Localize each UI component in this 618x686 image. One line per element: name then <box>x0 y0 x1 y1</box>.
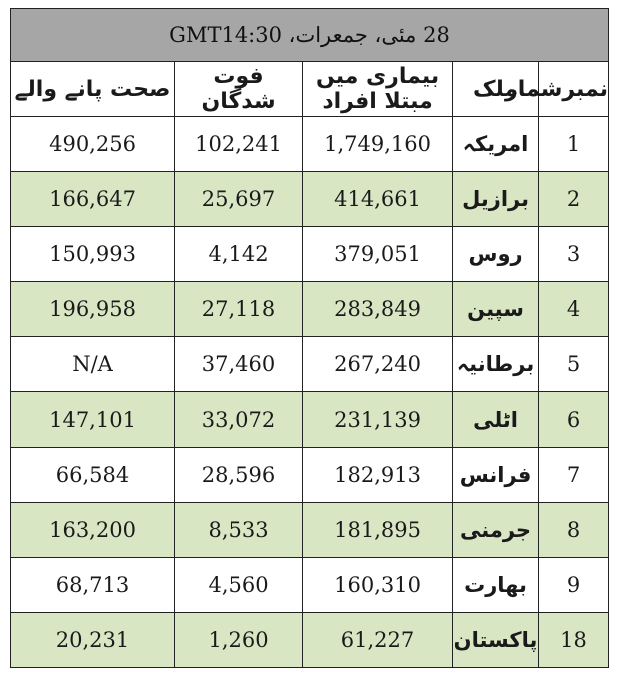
cell-rank: 2 <box>539 172 609 227</box>
cell-deaths: 102,241 <box>175 117 303 172</box>
table-row <box>11 392 609 447</box>
cell-recovered: 66,584 <box>11 447 175 502</box>
cell-rank: 9 <box>539 557 609 612</box>
cell-country: فرانس <box>453 447 539 502</box>
cell-rank: 18 <box>539 612 609 667</box>
cell-deaths: 25,697 <box>175 172 303 227</box>
cell-country: برطانیہ <box>453 337 539 392</box>
table-row <box>11 447 609 502</box>
header-rank: نمبرشمار <box>539 62 609 117</box>
cell-rank: 5 <box>539 337 609 392</box>
cell-cases: 182,913 <box>303 447 453 502</box>
cell-rank: 1 <box>539 117 609 172</box>
cell-recovered: 490,256 <box>11 117 175 172</box>
table-row <box>11 172 609 227</box>
cell-country: جرمنی <box>453 502 539 557</box>
cell-rank: 7 <box>539 447 609 502</box>
table-row <box>11 502 609 557</box>
covid-stats-table-container <box>10 8 608 668</box>
cell-deaths: 8,533 <box>175 502 303 557</box>
cell-recovered: 68,713 <box>11 557 175 612</box>
cell-recovered: 150,993 <box>11 227 175 282</box>
cell-country: امریکہ <box>453 117 539 172</box>
cell-recovered: 166,647 <box>11 172 175 227</box>
table-title: 28 مئی، جمعرات، GMT14:30 <box>11 9 609 62</box>
table-row <box>11 557 609 612</box>
cell-cases: 379,051 <box>303 227 453 282</box>
cell-recovered: 163,200 <box>11 502 175 557</box>
header-recovered: صحت پانے والے <box>11 62 175 117</box>
header-deaths: فوت شدگان <box>175 62 303 117</box>
cell-deaths: 4,142 <box>175 227 303 282</box>
cell-deaths: 4,560 <box>175 557 303 612</box>
cell-cases: 283,849 <box>303 282 453 337</box>
table-row <box>11 117 609 172</box>
cell-country: بھارت <box>453 557 539 612</box>
cell-country: پاکستان <box>453 612 539 667</box>
cell-deaths: 28,596 <box>175 447 303 502</box>
cell-deaths: 37,460 <box>175 337 303 392</box>
header-cases: بیماری میں مبتلا افراد <box>303 62 453 117</box>
cell-recovered: N/A <box>11 337 175 392</box>
cell-country: برازیل <box>453 172 539 227</box>
cell-rank: 4 <box>539 282 609 337</box>
cell-cases: 61,227 <box>303 612 453 667</box>
cell-cases: 231,139 <box>303 392 453 447</box>
cell-cases: 1,749,160 <box>303 117 453 172</box>
cell-cases: 181,895 <box>303 502 453 557</box>
cell-rank: 6 <box>539 392 609 447</box>
cell-recovered: 147,101 <box>11 392 175 447</box>
cell-country: روس <box>453 227 539 282</box>
table-row <box>11 612 609 667</box>
cell-deaths: 33,072 <box>175 392 303 447</box>
table-row <box>11 227 609 282</box>
cell-country: سپین <box>453 282 539 337</box>
table-row <box>11 337 609 392</box>
cell-rank: 3 <box>539 227 609 282</box>
cell-cases: 160,310 <box>303 557 453 612</box>
table-row <box>11 282 609 337</box>
header-country: ملک <box>453 62 539 117</box>
cell-deaths: 1,260 <box>175 612 303 667</box>
cell-recovered: 20,231 <box>11 612 175 667</box>
cell-cases: 414,661 <box>303 172 453 227</box>
table-title-row <box>11 9 609 62</box>
cell-deaths: 27,118 <box>175 282 303 337</box>
table-header-row <box>11 62 609 117</box>
cell-cases: 267,240 <box>303 337 453 392</box>
cell-rank: 8 <box>539 502 609 557</box>
cell-country: اٹلی <box>453 392 539 447</box>
cell-recovered: 196,958 <box>11 282 175 337</box>
covid-stats-table <box>10 8 609 668</box>
